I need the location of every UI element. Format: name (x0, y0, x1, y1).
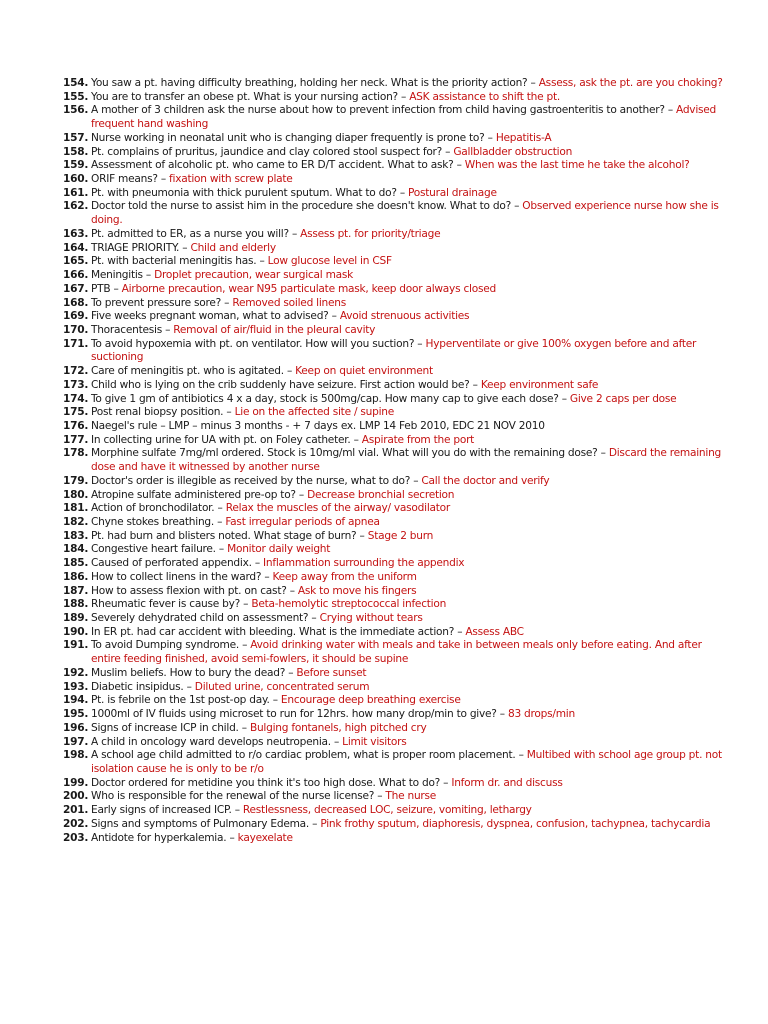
item-number: 181. (63, 502, 89, 515)
answer-text: Beta-hemolytic streptococcal infection (251, 598, 447, 611)
answer-text: Ask to move his fingers (297, 584, 417, 597)
qa-item (63, 324, 727, 338)
question-text: Early signs of increased ICP. – (91, 804, 243, 817)
answer-text: Low glucose level in CSF (267, 255, 392, 268)
question-text: Antidote for hyperkalemia. – (91, 831, 238, 844)
question-text: How to assess flexion with pt. on cast? – (91, 584, 298, 597)
item-number: 199. (63, 776, 89, 789)
item-number: 176. (63, 419, 89, 432)
qa-item (63, 804, 727, 818)
answer-text: Avoid strenuous activities (339, 310, 470, 323)
question-text: TRIAGE PRIORITY. – (91, 241, 191, 254)
qa-item (63, 420, 727, 434)
item-number: 197. (63, 735, 89, 748)
item-number: 201. (63, 804, 89, 817)
item-number: 158. (63, 145, 89, 158)
answer-text: ASK assistance to shift the pt. (409, 90, 561, 103)
answer-text: Encourage deep breathing exercise (280, 694, 461, 707)
answer-text: Diluted urine, concentrated serum (194, 680, 370, 693)
item-number: 194. (63, 694, 89, 707)
question-text: Muslim beliefs. How to bury the dead? – (91, 666, 297, 679)
answer-text: Multibed with school age group pt. not isolation cause he is only to be r/o (91, 749, 722, 775)
item-number: 202. (63, 817, 89, 830)
question-text: In collecting urine for UA with pt. on Foley catheter. – (91, 433, 362, 446)
question-text: Pt. with bacterial meningitis has. – (91, 255, 268, 268)
answer-text: Call the doctor and verify (421, 474, 550, 487)
qa-item (63, 146, 727, 160)
qa-item (63, 365, 727, 379)
qa-item (63, 475, 727, 489)
question-text: Pt. admitted to ER, as a nurse you will? – (91, 227, 301, 240)
item-number: 190. (63, 625, 89, 638)
question-text: Five weeks pregnant woman, what to advised? – (91, 310, 340, 323)
question-text: Care of meningitis pt. who is agitated. – (91, 365, 296, 378)
question-text: To avoid Dumping syndrome. – (91, 639, 251, 652)
answer-text: Gallbladder obstruction (453, 145, 573, 158)
question-text: Thoracentesis – (91, 323, 174, 336)
qa-item (63, 132, 727, 146)
question-text: Pt. with pneumonia with thick purulent sputum. What to do? – (91, 186, 408, 199)
qa-item (63, 242, 727, 256)
qa-item (63, 694, 727, 708)
qa-item (63, 557, 727, 571)
answer-text: Assess, ask the pt. are you choking? (538, 77, 723, 89)
qa-item (63, 681, 727, 695)
item-number: 154. (63, 77, 89, 89)
item-number: 155. (63, 90, 89, 103)
question-text: How to collect linens in the ward? – (91, 570, 273, 583)
item-number: 184. (63, 543, 89, 556)
qa-list (63, 77, 727, 845)
answer-text: Advised frequent hand washing (91, 104, 717, 131)
question-text: To give 1 gm of antibiotics 4 x a day, stock is 500mg/cap. How many cap to give each dose? – (91, 392, 570, 405)
question-text: Pt. is febrile on the 1st post-op day. – (91, 694, 281, 707)
answer-text: Lie on the affected site / supine (234, 406, 395, 419)
answer-text: Stage 2 burn (367, 529, 434, 542)
item-number: 193. (63, 680, 89, 693)
item-number: 156. (63, 104, 89, 117)
item-number: 163. (63, 227, 89, 240)
question-text: Doctor ordered for metidine you think it's too high dose. What to do? – (91, 776, 452, 789)
item-number: 191. (63, 639, 89, 652)
qa-item (63, 736, 727, 750)
item-number: 196. (63, 721, 89, 734)
answer-text: Monitor daily weight (227, 543, 331, 556)
qa-item (63, 818, 727, 832)
question-text: Meningitis – (91, 269, 155, 282)
item-number: 192. (63, 666, 89, 679)
qa-item (63, 790, 727, 804)
item-number: 178. (63, 447, 89, 460)
answer-text: Hyperventilate or give 100% oxygen before and after suctioning (91, 337, 697, 364)
item-number: 203. (63, 831, 89, 844)
question-text: Doctor told the nurse to assist him in the procedure she doesn't know. What to do? – (91, 200, 523, 213)
answer-text: Decrease bronchial secretion (307, 488, 455, 501)
qa-item (63, 543, 727, 557)
question-text: A school age child admitted to r/o cardiac problem, what is proper room placement. – (91, 749, 527, 762)
answer-text: fixation with screw plate (169, 173, 293, 186)
item-number: 173. (63, 378, 89, 391)
question-text: You saw a pt. having difficulty breathing, holding her neck. What is the priority action? – (91, 77, 539, 89)
answer-text: When was the last time he take the alcohol? (464, 159, 690, 172)
qa-item (63, 77, 727, 91)
question-text: Signs and symptoms of Pulmonary Edema. – (91, 817, 321, 830)
answer-text: Keep on quiet environment (295, 365, 433, 378)
item-number: 198. (63, 749, 89, 762)
answer-text: Assess pt. for priority/triage (300, 227, 441, 240)
qa-item (63, 708, 727, 722)
question-text: Rheumatic fever is cause by? – (91, 598, 252, 611)
item-number: 171. (63, 337, 89, 350)
qa-item (63, 639, 727, 666)
question-text: To prevent pressure sore? – (91, 296, 233, 309)
answer-text: Avoid drinking water with meals and take in between meals only before eating. And after entire feeding finished, avoid semi-fowlers, it should be supine (91, 639, 702, 666)
answer-text: Droplet precaution, wear surgical mask (154, 269, 354, 282)
answer-text: Assess ABC (465, 625, 524, 638)
qa-item (63, 200, 727, 227)
answer-text: Observed experience nurse how she is doing. (91, 200, 719, 227)
answer-text: Postural drainage (408, 186, 497, 199)
item-number: 161. (63, 186, 89, 199)
answer-text: Removal of air/fluid in the pleural cavity (173, 323, 376, 336)
answer-text: kayexelate (237, 831, 293, 844)
question-text: Doctor's order is illegible as received by the nurse, what to do? – (91, 474, 422, 487)
qa-item (63, 173, 727, 187)
qa-item (63, 434, 727, 448)
item-number: 195. (63, 708, 89, 721)
answer-text: Inform dr. and discuss (451, 776, 563, 789)
answer-text: Limit visitors (342, 735, 407, 748)
qa-item (63, 585, 727, 599)
qa-item (63, 612, 727, 626)
item-number: 180. (63, 488, 89, 501)
item-number: 170. (63, 323, 89, 336)
question-text: Caused of perforated appendix. – (91, 557, 263, 570)
question-text: Atropine sulfate administered pre-op to? – (91, 488, 308, 501)
item-number: 187. (63, 584, 89, 597)
answer-text: Give 2 caps per dose (569, 392, 677, 405)
qa-item (63, 571, 727, 585)
question-text: Assessment of alcoholic pt. who came to ER D/T accident. What to ask? – (91, 159, 465, 172)
question-text: Signs of increase ICP in child. – (91, 721, 250, 734)
question-text: Child who is lying on the crib suddenly have seizure. First action would be? – (91, 378, 481, 391)
item-number: 182. (63, 516, 89, 528)
item-number: 175. (63, 406, 89, 419)
qa-item (63, 228, 727, 242)
item-number: 183. (63, 529, 89, 542)
question-text: Post renal biopsy position. – (91, 406, 235, 419)
item-number: 166. (63, 269, 89, 282)
qa-item (63, 159, 727, 173)
qa-item (63, 406, 727, 420)
qa-item (63, 626, 727, 640)
answer-text: Aspirate from the port (361, 433, 475, 446)
qa-item (63, 722, 727, 736)
item-number: 174. (63, 392, 89, 405)
answer-text: Fast irregular periods of apnea (225, 516, 380, 528)
item-number: 165. (63, 255, 89, 268)
qa-item (63, 832, 727, 846)
qa-item (63, 489, 727, 503)
question-text: Nurse working in neonatal unit who is changing diaper frequently is prone to? – (91, 131, 496, 144)
qa-item (63, 516, 727, 530)
answer-text: Airborne precaution, wear N95 particulate mask, keep door always closed (121, 282, 496, 295)
qa-item (63, 310, 727, 324)
question-text: Congestive heart failure. – (91, 543, 228, 556)
qa-item (63, 187, 727, 201)
item-number: 177. (63, 433, 89, 446)
question-text: ORIF means? – (91, 173, 170, 186)
answer-text: Discard the remaining dose and have it witnessed by another nurse (91, 447, 722, 474)
qa-item (63, 777, 727, 791)
answer-text: Keep away from the uniform (272, 570, 417, 583)
question-text: Severely dehydrated child on assessment? – (91, 612, 320, 625)
item-number: 162. (63, 200, 89, 213)
item-number: 189. (63, 612, 89, 625)
answer-text: Before sunset (296, 666, 367, 679)
qa-item (63, 104, 727, 131)
item-number: 200. (63, 790, 89, 803)
qa-item (63, 502, 727, 516)
item-number: 168. (63, 296, 89, 309)
question-text: Diabetic insipidus. – (91, 680, 195, 693)
qa-item (63, 393, 727, 407)
question-text: In ER pt. had car accident with bleeding. What is the immediate action? – (91, 625, 466, 638)
qa-item (63, 667, 727, 681)
item-number: 186. (63, 570, 89, 583)
item-number: 188. (63, 598, 89, 611)
qa-item (63, 749, 727, 776)
item-number: 167. (63, 282, 89, 295)
answer-text: Removed soiled linens (232, 296, 347, 309)
answer-text: Bulging fontanels, high pitched cry (249, 721, 427, 734)
answer-text: Pink frothy sputum, diaphoresis, dyspnea, confusion, tachypnea, tachycardia (320, 817, 711, 830)
question-text: Who is responsible for the renewal of the nurse license? – (91, 790, 386, 803)
question-text: A child in oncology ward develops neutropenia. – (91, 735, 343, 748)
item-number: 172. (63, 365, 89, 378)
item-number: 159. (63, 159, 89, 172)
item-number: 157. (63, 131, 89, 144)
qa-item (63, 91, 727, 105)
question-text: 1000ml of IV fluids using microset to run for 12hrs. how many drop/min to give? – (91, 708, 508, 721)
question-text: Action of bronchodilator. – (91, 502, 226, 515)
answer-text: The nurse (385, 790, 437, 803)
qa-item (63, 379, 727, 393)
question-text: Morphine sulfate 7mg/ml ordered. Stock is 10mg/ml vial. What will you do with the remaining dose? – (91, 447, 609, 460)
answer-text: Relax the muscles of the airway/ vasodilator (225, 502, 451, 515)
answer-text: 83 drops/min (507, 708, 575, 721)
answer-text: Child and elderly (190, 241, 276, 254)
question-text: Pt. complains of pruritus, jaundice and clay colored stool suspect for? – (91, 145, 454, 158)
qa-item (63, 598, 727, 612)
question-text: To avoid hypoxemia with pt. on ventilator. How will you suction? – (91, 337, 426, 350)
question-text: A mother of 3 children ask the nurse about how to prevent infection from child having gastroenteritis to another? – (91, 104, 677, 117)
item-number: 169. (63, 310, 89, 323)
answer-text: Restlessness, decreased LOC, seizure, vomiting, lethargy (242, 804, 532, 817)
qa-item (63, 447, 727, 474)
item-number: 185. (63, 557, 89, 570)
qa-item (63, 338, 727, 365)
qa-item (63, 530, 727, 544)
question-text: PTB – (91, 282, 122, 295)
answer-text: Hepatitis-A (495, 131, 552, 144)
answer-text: Keep environment safe (480, 378, 599, 391)
answer-text: Crying without tears (319, 612, 423, 625)
question-text: Pt. had burn and blisters noted. What stage of burn? – (91, 529, 368, 542)
item-number: 179. (63, 474, 89, 487)
qa-item (63, 269, 727, 283)
answer-text: Inflammation surrounding the appendix (263, 557, 465, 570)
qa-item (63, 283, 727, 297)
qa-item (63, 297, 727, 311)
question-text: Naegel's rule – LMP – minus 3 months - + 7 days ex. LMP 14 Feb 2010, EDC 21 NOV 2010 (91, 419, 545, 432)
qa-item (63, 255, 727, 269)
item-number: 160. (63, 173, 89, 186)
question-text: Chyne stokes breathing. – (91, 516, 226, 528)
item-number: 164. (63, 241, 89, 254)
question-text: You are to transfer an obese pt. What is your nursing action? – (91, 90, 410, 103)
